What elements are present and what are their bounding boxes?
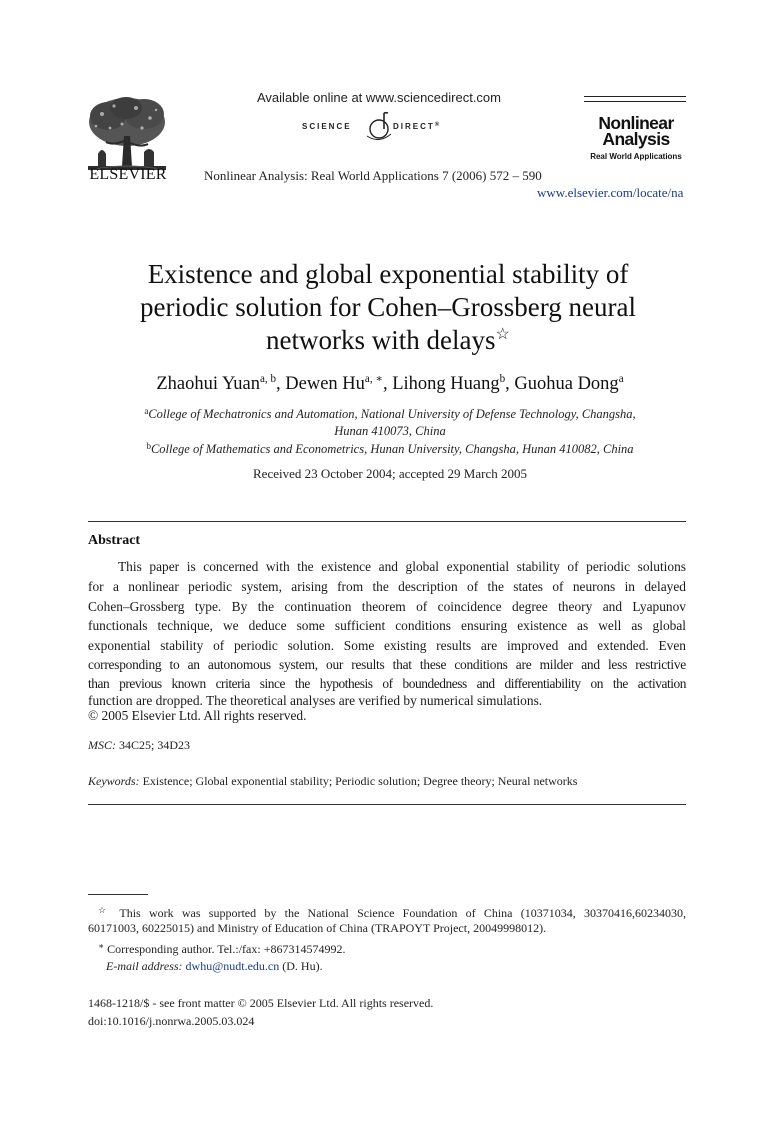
abstract-rule-top: [88, 521, 686, 522]
keywords: Keywords: Existence; Global exponential stability; Periodic solution; Degree theory; Neural networks: [88, 774, 578, 788]
journal-reference: Nonlinear Analysis: Real World Applications 7 (2006) 572 – 590: [204, 168, 542, 183]
journal-logo-line2: Analysis: [602, 129, 670, 149]
abstract-copyright: © 2005 Elsevier Ltd. All rights reserved.: [88, 708, 307, 723]
abstract-heading: Abstract: [88, 533, 141, 548]
affiliation-b: $^b$College of Mathematics and Econometrics, Hunan University, Changsha, Hunan 410082, China: [146, 441, 634, 456]
journal-logo-subtitle: Real World Applications: [590, 152, 682, 161]
affiliation-a-line2: Hunan 410073, China: [334, 424, 446, 438]
author-affil-mark: a, ∗: [364, 373, 383, 386]
abstract-line: than previous known criteria since the hypothesis of boundedness and differentiability on the activation: [88, 676, 686, 691]
funding-footnote-line2: 60171003, 60225015) and Ministry of Education of China (TRAPOYT Project, 20049998012).: [88, 921, 547, 935]
abstract-line: functionals technique, we deduce some sufficient conditions ensuring existence as well as global: [88, 618, 686, 633]
abstract-line: Cohen–Grossberg type. By the continuation theorem of coincidence degree theory and Lyapunov: [88, 599, 686, 614]
available-online-text: Available online at www.sciencedirect.com: [257, 90, 501, 105]
sciencedirect-d-icon: [364, 110, 394, 144]
author-affil-mark: a, b: [260, 373, 277, 386]
abstract-line: This paper is concerned with the existence and global exponential stability of periodic solutions: [118, 559, 686, 574]
issn-line: 1468-1218/$ - see front matter © 2005 Elsevier Ltd. All rights reserved.: [88, 996, 434, 1010]
footnote-star-icon: ☆: [98, 905, 112, 915]
abstract-rule-bottom: [88, 804, 686, 805]
email-footnote: E-mail address: dwhu@nudt.edu.cn (D. Hu).: [106, 959, 323, 973]
abstract-line: for a nonlinear periodic system, arising from the description of the states of neurons in delayed: [88, 579, 686, 594]
abstract-line: corresponding to an autonomous system, our results that these conditions are milder and less restrictive: [88, 657, 686, 672]
sciencedirect-right-word: DIRECT®: [393, 122, 440, 131]
journal-logo-line1: Nonlinear: [598, 113, 674, 133]
abstract-line: exponential stability of periodic solution. Some existing results are improved and extended. Even: [88, 638, 686, 653]
article-title: [100, 258, 676, 357]
publisher-name: ELSEVIER: [89, 166, 167, 183]
affiliation-a: $^a$College of Mechatronics and Automation, National University of Defense Technology, Changsha,: [144, 406, 636, 421]
author-name: Guohua Dong: [514, 374, 619, 394]
journal-logo-rule-top: [584, 96, 686, 97]
author-affil-mark: a: [618, 373, 624, 386]
author-name: Dewen Hu: [285, 374, 365, 394]
title-line-3: networks with delays☆: [266, 324, 510, 355]
funding-footnote: ☆ This work was supported by the National Science Foundation of China (10371034, 30370416,60234030,: [98, 905, 686, 920]
journal-url-link[interactable]: www.elsevier.com/locate/na: [537, 185, 684, 200]
journal-logo-rule-top-2: [584, 101, 686, 102]
received-dates: Received 23 October 2004; accepted 29 March 2005: [253, 466, 527, 481]
title-line-1: Existence and global exponential stability of: [147, 259, 629, 289]
doi-line[interactable]: doi:10.1016/j.nonrwa.2005.03.024: [88, 1014, 255, 1028]
author-affil-mark: b: [499, 373, 506, 386]
corresponding-author-footnote: ∗ Corresponding author. Tel.:/fax: +867314574992.: [98, 941, 346, 956]
title-footnote-star-icon[interactable]: ☆: [495, 324, 510, 343]
author-list: Zhaohui Yuan$^{a, b}$, Dewen $Hu^{a, ∗}$, Lihong Huang$^b$, Guohua Dong$^a$: [156, 373, 624, 394]
email-link[interactable]: dwhu@nudt.edu.cn: [185, 959, 280, 973]
sciencedirect-left-word: SCIENCE: [302, 122, 352, 131]
author-name: Lihong Huang: [392, 374, 500, 394]
msc-codes: MSC: 34C25; 34D23: [88, 738, 191, 752]
footnote-rule: [88, 894, 148, 895]
author-name: Zhaohui Yuan: [156, 374, 260, 394]
title-line-2: periodic solution for Cohen–Grossberg neural: [140, 292, 636, 322]
abstract-line: function are dropped. The theoretical analyses are verified by numerical simulations.: [88, 693, 543, 708]
